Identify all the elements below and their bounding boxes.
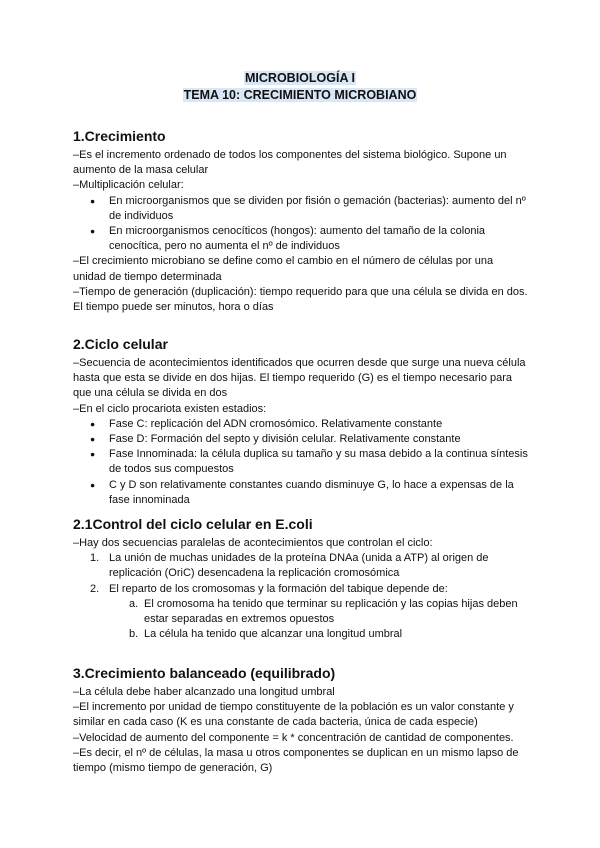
lettered-item	[73, 597, 528, 627]
item-text: La unión de muchas unidades de la proteína DNAa (unida a ATP) al origen de replicación (OriC) desencadena la replicación cromosómica	[109, 552, 489, 580]
paragraph: –Hay dos secuencias paralelas de acontecimientos que controlan el ciclo:	[73, 537, 433, 549]
item-text: La célula ha tenido que alcanzar una longitud umbral	[144, 628, 403, 641]
paragraph: –Secuencia de acontecimientos identificados que ocurren desde que surge una nueva célula hasta que esta se divide en dos hijas. El tiempo requerido (G) es el tiempo necesario para que una célula se divida en dos	[73, 357, 526, 400]
lettered-list	[73, 597, 528, 643]
numbered-item	[73, 551, 528, 581]
bullet-item: ● En microorganismos cenocíticos (hongos): aumento del tamaño de la colonia cenocítica, pero no aumenta el nº de individuos	[73, 224, 528, 254]
paragraph: –Es decir, el nº de células, la masa u otros componentes se duplican en un mismo lapso de tiempo (mismo tiempo de generación, G)	[73, 746, 519, 775]
item-text: El reparto de los cromosomas y la formación del tabique depende de:	[109, 582, 448, 595]
paragraph: –El incremento por unidad de tiempo constituyente de la población es un valor constante y similar en cada caso (K es una constante de cada bacteria, única de cada especie)	[73, 701, 514, 729]
bullet-item: ● C y D son relativamente constantes cuando disminuye G, lo hace a expensas de la fase innominada	[73, 478, 528, 508]
item-number: 2.	[90, 582, 100, 595]
section-heading: 1.Crecimiento	[73, 128, 166, 144]
paragraph: –La célula debe haber alcanzado una longitud umbral	[73, 686, 335, 698]
section-heading: 2.Ciclo celular	[73, 336, 168, 352]
paragraph: –En el ciclo procariota existen estadios:	[73, 402, 267, 415]
bullet-item: ● Fase Innominada: la célula duplica su tamaño y su masa debido a la continua síntesis de todos sus compuestos	[73, 447, 528, 477]
paragraph: –Multiplicación celular:	[73, 179, 184, 192]
section-heading: 2.1Control del ciclo celular en E.coli	[73, 516, 313, 532]
bullet-list	[73, 194, 528, 255]
paragraph: –El crecimiento microbiano se define como el cambio en el número de células por una unidad de tiempo determinada	[73, 255, 494, 283]
numbered-list	[73, 551, 528, 597]
section-crecimiento-balanceado	[73, 664, 528, 776]
bullet-list	[73, 417, 528, 508]
section-control-ciclo	[73, 515, 528, 642]
item-letter: b.	[129, 628, 139, 641]
section-crecimiento	[73, 127, 528, 315]
paragraph: –Tiempo de generación (duplicación): tiempo requerido para que una célula se divida en dos. El tiempo puede ser minutos, hora o días	[73, 285, 528, 314]
document-title	[0, 70, 600, 104]
lettered-item	[73, 627, 528, 642]
paragraph: –Velocidad de aumento del componente = k * concentración de cantidad de componentes.	[73, 731, 514, 744]
item-letter: a.	[129, 597, 139, 610]
bullet-item: ● Fase D: Formación del septo y división celular. Relativamente constante	[73, 432, 528, 447]
numbered-item	[73, 582, 528, 597]
item-number: 1.	[90, 552, 100, 565]
item-text: El cromosoma ha tenido que terminar su replicación y las copias hijas deben estar separadas en extremos opuestos	[144, 597, 518, 626]
bullet-item: ● En microorganismos que se dividen por fisión o gemación (bacterias): aumento del nº de individuos	[73, 194, 528, 224]
title-topic: TEMA 10: CRECIMIENTO MICROBIANO	[183, 88, 417, 102]
section-heading: 3.Crecimiento balanceado (equilibrado)	[73, 665, 336, 681]
bullet-item: ● Fase C: replicación del ADN cromosómico. Relativamente constante	[73, 417, 528, 432]
title-subject: MICROBIOLOGÍA I	[245, 71, 355, 85]
section-ciclo-celular	[73, 335, 528, 508]
paragraph: –Es el incremento ordenado de todos los componentes del sistema biológico. Supone un aumento de la masa celular	[73, 149, 507, 177]
